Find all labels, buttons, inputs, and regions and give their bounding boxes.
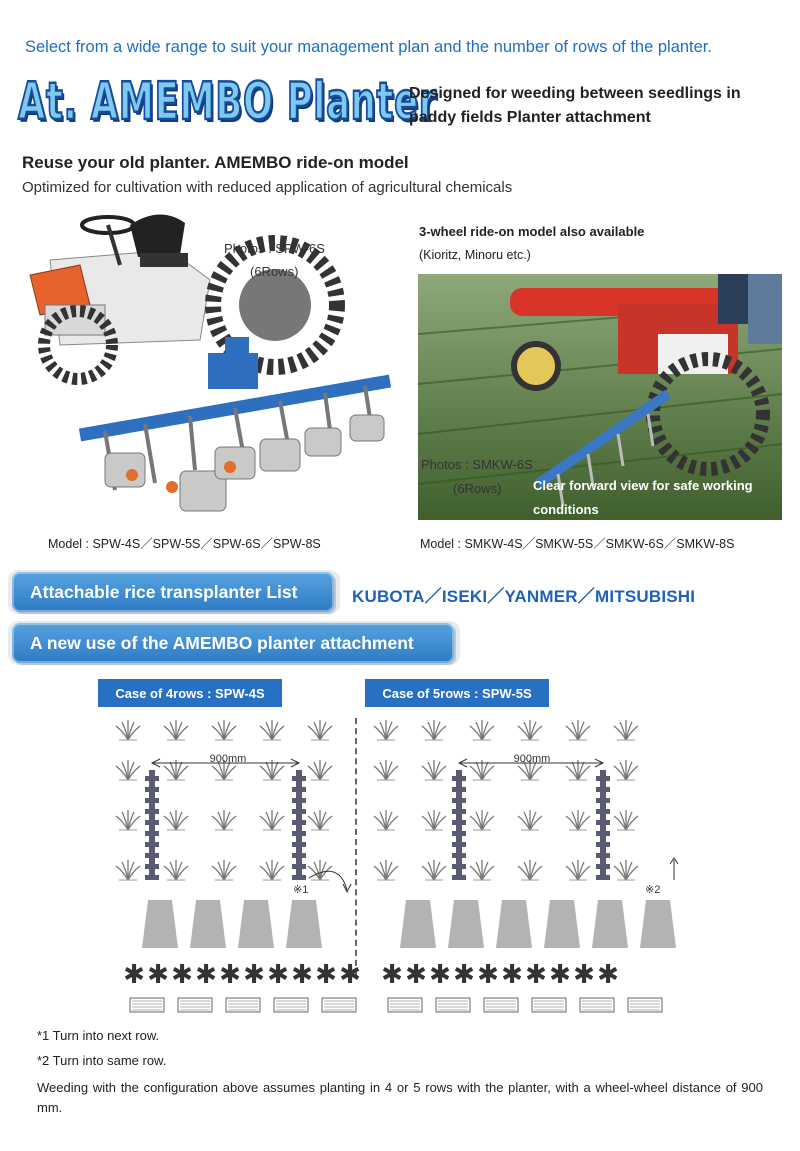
float-box-icon xyxy=(628,998,662,1012)
planter-unit-icon xyxy=(142,900,178,948)
seed-star-icon: ✱ xyxy=(123,960,145,990)
spw-planter-photo xyxy=(20,205,398,525)
seedling-icon xyxy=(614,760,638,780)
seed-star-icon: ✱ xyxy=(573,960,595,990)
seedling-icon xyxy=(470,720,494,740)
overlay-line-2: conditions xyxy=(533,502,599,517)
seed-star-icon: ✱ xyxy=(525,960,547,990)
seed-star-icon: ✱ xyxy=(219,960,241,990)
case-4rows-label: Case of 4rows : SPW-4S xyxy=(98,679,282,707)
seedling-icon xyxy=(566,860,590,880)
seedling-icon xyxy=(164,860,188,880)
tagline-line-1: Designed for weeding between seedlings in xyxy=(409,85,741,102)
seedling-icon xyxy=(422,860,446,880)
seedling-icon xyxy=(164,720,188,740)
distance-label-5rows: 900mm xyxy=(513,753,551,765)
seed-star-icon: ✱ xyxy=(315,960,337,990)
seed-star-icon: ✱ xyxy=(147,960,169,990)
note-2: *2 Turn into same row. xyxy=(37,1053,167,1068)
brands-list: KUBOTA／ISEKI／YANMER／MITSUBISHI xyxy=(352,587,696,606)
planter-unit-icon xyxy=(592,900,628,948)
float-box-icon xyxy=(274,998,308,1012)
weeder-wheel-icon xyxy=(596,770,610,880)
seedling-icon xyxy=(374,760,398,780)
tagline xyxy=(409,82,741,130)
seedling-icon xyxy=(116,860,140,880)
new-use-banner: A new use of the AMEMBO planter attachment xyxy=(12,623,454,663)
product-logo: At. AMEMBO Planter xyxy=(18,72,437,132)
seed-star-icon: ✱ xyxy=(381,960,403,990)
seedling-icon xyxy=(116,760,140,780)
seed-star-icon: ✱ xyxy=(453,960,475,990)
seedling-icon xyxy=(260,860,284,880)
seed-star-icon: ✱ xyxy=(549,960,571,990)
seedling-icon xyxy=(212,810,236,830)
right-photo-rows: (6Rows) xyxy=(453,481,502,496)
planter-unit-icon xyxy=(496,900,532,948)
weeder-wheel-icon xyxy=(452,770,466,880)
seedling-icon xyxy=(614,720,638,740)
seed-star-icon: ✱ xyxy=(501,960,523,990)
seedling-icon xyxy=(470,810,494,830)
seed-star-icon: ✱ xyxy=(339,960,361,990)
seed-star-icon: ✱ xyxy=(291,960,313,990)
right-photo-overlay xyxy=(533,474,753,522)
seedling-icon xyxy=(116,720,140,740)
seed-star-icon: ✱ xyxy=(477,960,499,990)
list-banner: Attachable rice transplanter List xyxy=(12,572,334,612)
left-photo-caption: Photos : SPW-6S xyxy=(224,241,325,256)
right-model-line: Model : SMKW-4S／SMKW-5S／SMKW-6S／SMKW-8S xyxy=(420,537,735,551)
seedling-icon xyxy=(260,720,284,740)
seedling-icon xyxy=(422,720,446,740)
seedling-icon xyxy=(116,810,140,830)
planter-unit-icon xyxy=(448,900,484,948)
seedling-icon xyxy=(566,720,590,740)
left-photo-rows: (6Rows) xyxy=(250,264,299,279)
seedling-icon xyxy=(374,720,398,740)
float-box-icon xyxy=(388,998,422,1012)
seedling-icon xyxy=(518,860,542,880)
left-model-line: Model : SPW-4S／SPW-5S／SPW-6S／SPW-8S xyxy=(48,537,321,551)
section-subheading: Optimized for cultivation with reduced application of agricultural chemicals xyxy=(22,179,513,196)
right-photo-subtitle: (Kioritz, Minoru etc.) xyxy=(419,248,531,262)
seedling-icon xyxy=(518,810,542,830)
float-box-icon xyxy=(226,998,260,1012)
tagline-line-2: paddy fields Planter attachment xyxy=(409,109,651,126)
planter-unit-icon xyxy=(286,900,322,948)
distance-label-4rows: 900mm xyxy=(209,753,247,765)
seedling-icon xyxy=(422,810,446,830)
seedling-icon xyxy=(212,860,236,880)
planter-unit-icon xyxy=(400,900,436,948)
overlay-line-1: Clear forward view for safe working xyxy=(533,478,753,493)
mark-2: ※2 xyxy=(645,884,661,896)
seed-star-icon: ✱ xyxy=(243,960,265,990)
float-box-icon xyxy=(484,998,518,1012)
seedling-icon xyxy=(614,860,638,880)
seed-star-icon: ✱ xyxy=(405,960,427,990)
seedling-icon xyxy=(422,760,446,780)
turn-arrow-icon xyxy=(309,871,347,890)
seedling-icon xyxy=(308,760,332,780)
section-heading: Reuse your old planter. AMEMBO ride-on model xyxy=(22,153,409,172)
planter-unit-icon xyxy=(238,900,274,948)
planter-unit-icon xyxy=(544,900,580,948)
seed-star-icon: ✱ xyxy=(597,960,619,990)
seedling-icon xyxy=(308,720,332,740)
seedling-icon xyxy=(470,860,494,880)
seed-star-icon: ✱ xyxy=(429,960,451,990)
case-5rows-label: Case of 5rows : SPW-5S xyxy=(365,679,549,707)
seedling-icon xyxy=(614,810,638,830)
float-box-icon xyxy=(130,998,164,1012)
planter-unit-icon xyxy=(190,900,226,948)
seed-star-icon: ✱ xyxy=(267,960,289,990)
float-box-icon xyxy=(178,998,212,1012)
seedling-icon xyxy=(374,860,398,880)
float-box-icon xyxy=(532,998,566,1012)
seedling-icon xyxy=(518,720,542,740)
note-1: *1 Turn into next row. xyxy=(37,1028,160,1043)
weeder-wheel-icon xyxy=(145,770,159,880)
seedling-icon xyxy=(260,810,284,830)
intro-text: Select from a wide range to suit your management plan and the number of rows of the planter. xyxy=(25,38,712,56)
weeder-wheel-icon xyxy=(292,770,306,880)
weeding-diagrams xyxy=(0,700,800,1020)
float-box-icon xyxy=(322,998,356,1012)
seedling-icon xyxy=(212,720,236,740)
planter-machine-image xyxy=(20,205,398,525)
float-box-icon xyxy=(436,998,470,1012)
seedling-icon xyxy=(164,810,188,830)
config-paragraph: Weeding with the configuration above assumes planting in 4 or 5 rows with the planter, with a wheel-wheel distance of 900 mm. xyxy=(37,1080,763,1115)
seed-star-icon: ✱ xyxy=(171,960,193,990)
float-box-icon xyxy=(580,998,614,1012)
seedling-icon xyxy=(374,810,398,830)
right-photo-caption: Photos : SMKW-6S xyxy=(421,457,533,472)
seedling-icon xyxy=(308,810,332,830)
seed-star-icon: ✱ xyxy=(195,960,217,990)
right-photo-title: 3-wheel ride-on model also available xyxy=(419,224,645,239)
seedling-icon xyxy=(566,810,590,830)
mark-1: ※1 xyxy=(293,884,309,896)
